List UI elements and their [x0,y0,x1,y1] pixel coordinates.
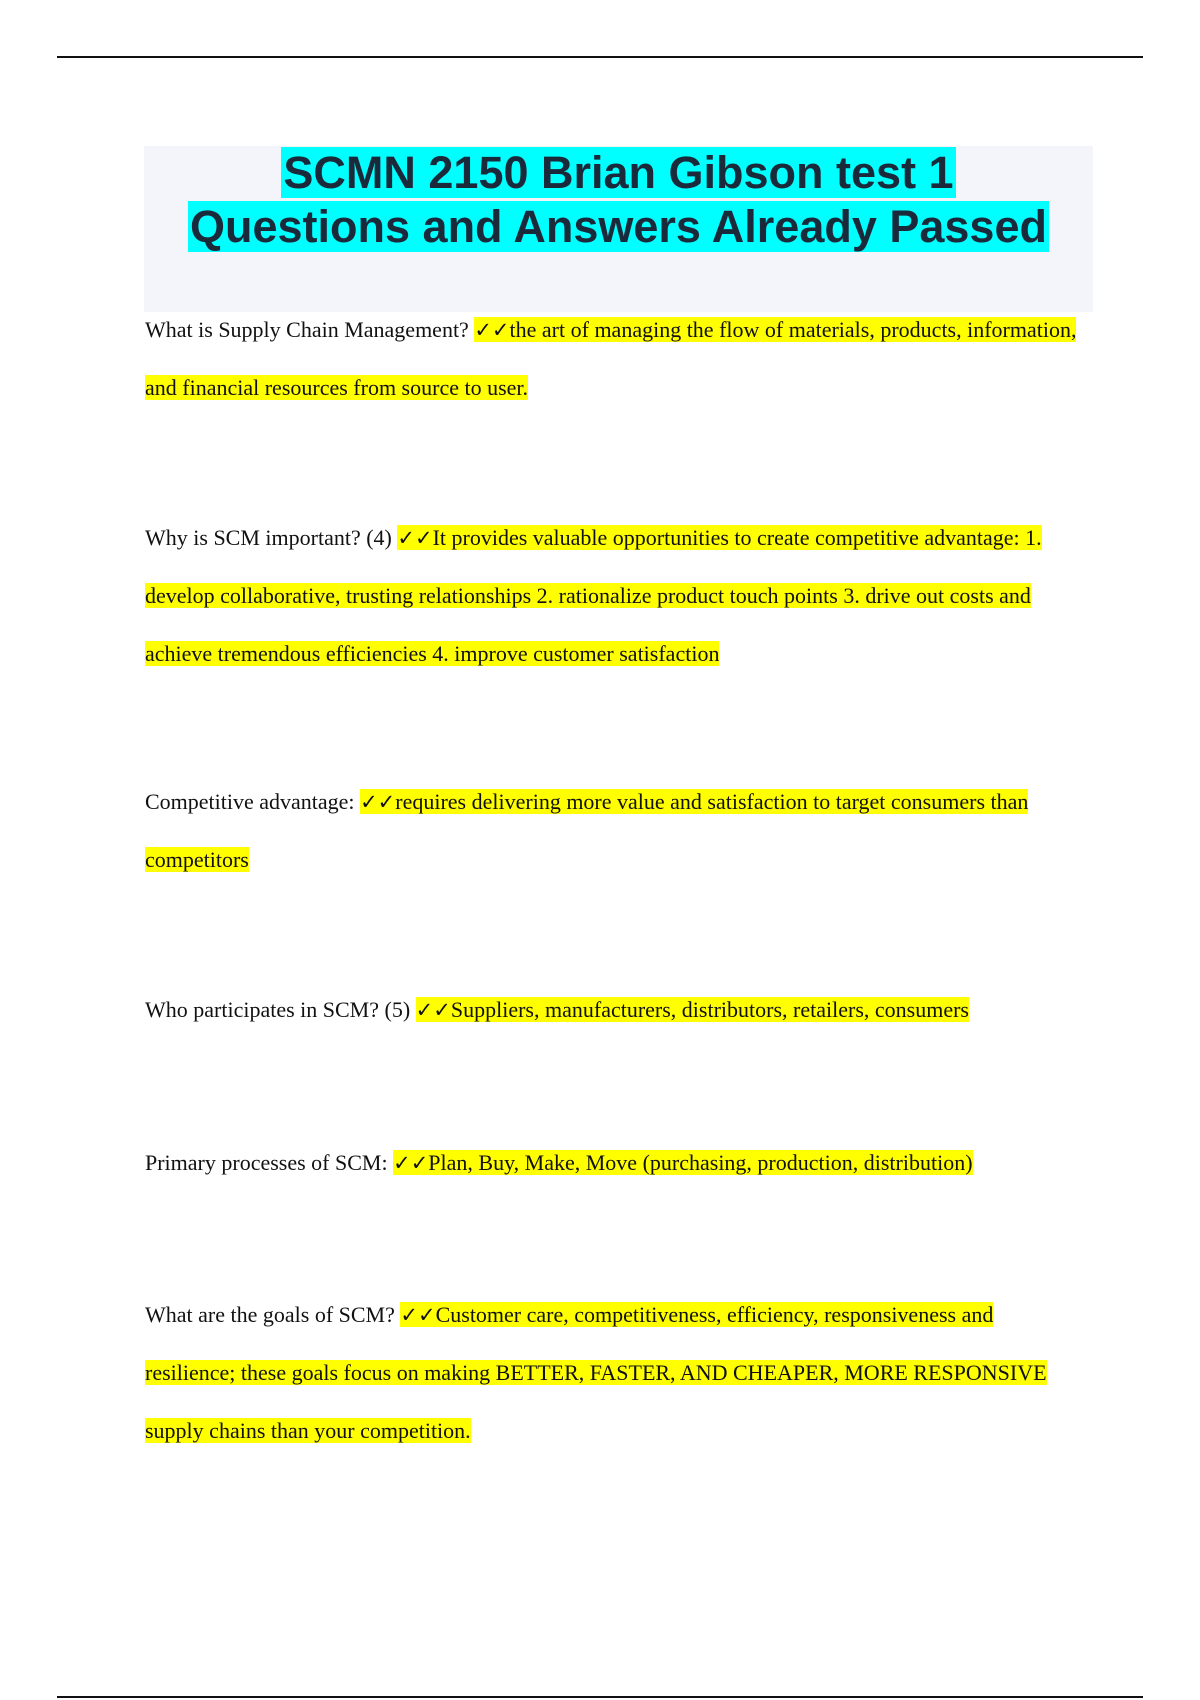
question-text: Who participates in SCM? (5) [145,997,416,1022]
double-check-icon: ✓✓ [474,318,510,342]
qa-item-5 [145,1134,1085,1192]
qa-item-2 [145,509,1085,683]
title-line-2: Questions and Answers Already Passed [190,201,1047,252]
qa-item-1 [145,301,1085,417]
document-title [144,146,1093,254]
title-line-1: SCMN 2150 Brian Gibson test 1 [283,147,954,198]
answer-text: ✓✓Plan, Buy, Make, Move (purchasing, production, distribution) [393,1150,973,1175]
qa-item-6 [145,1286,1085,1460]
page-bottom-rule [57,1696,1143,1698]
question-text: What are the goals of SCM? [145,1302,401,1327]
question-text: Competitive advantage: [145,789,361,814]
double-check-icon: ✓✓ [397,526,433,550]
answer-text: ✓✓It provides valuable opportunities to create competitive advantage: 1. develop collaborative, trusting relationships 2. rationalize product touch points 3. drive out costs and achieve tremendous efficiencies 4. improve customer satisfaction [145,525,1042,666]
double-check-icon: ✓✓ [360,790,396,814]
page-top-rule [57,56,1143,58]
qa-item-4 [145,981,1085,1039]
double-check-icon: ✓✓ [415,998,451,1022]
question-text: What is Supply Chain Management? [145,317,475,342]
answer-text: ✓✓requires delivering more value and satisfaction to target consumers than competitors [145,789,1029,872]
question-text: Primary processes of SCM: [145,1150,394,1175]
answer-text: ✓✓Customer care, competitiveness, efficiency, responsiveness and resilience; these goals focus on making BETTER, FASTER, AND CHEAPER, MORE RESPONSIVE supply chains than your competition. [145,1302,1047,1443]
qa-item-3 [145,773,1085,889]
answer-text: ✓✓the art of managing the flow of materials, products, information, and financial resources from source to user. [145,317,1077,400]
answer-text: ✓✓Suppliers, manufacturers, distributors, retailers, consumers [415,997,969,1022]
question-text: Why is SCM important? (4) [145,525,398,550]
double-check-icon: ✓✓ [400,1303,436,1327]
double-check-icon: ✓✓ [393,1151,429,1175]
